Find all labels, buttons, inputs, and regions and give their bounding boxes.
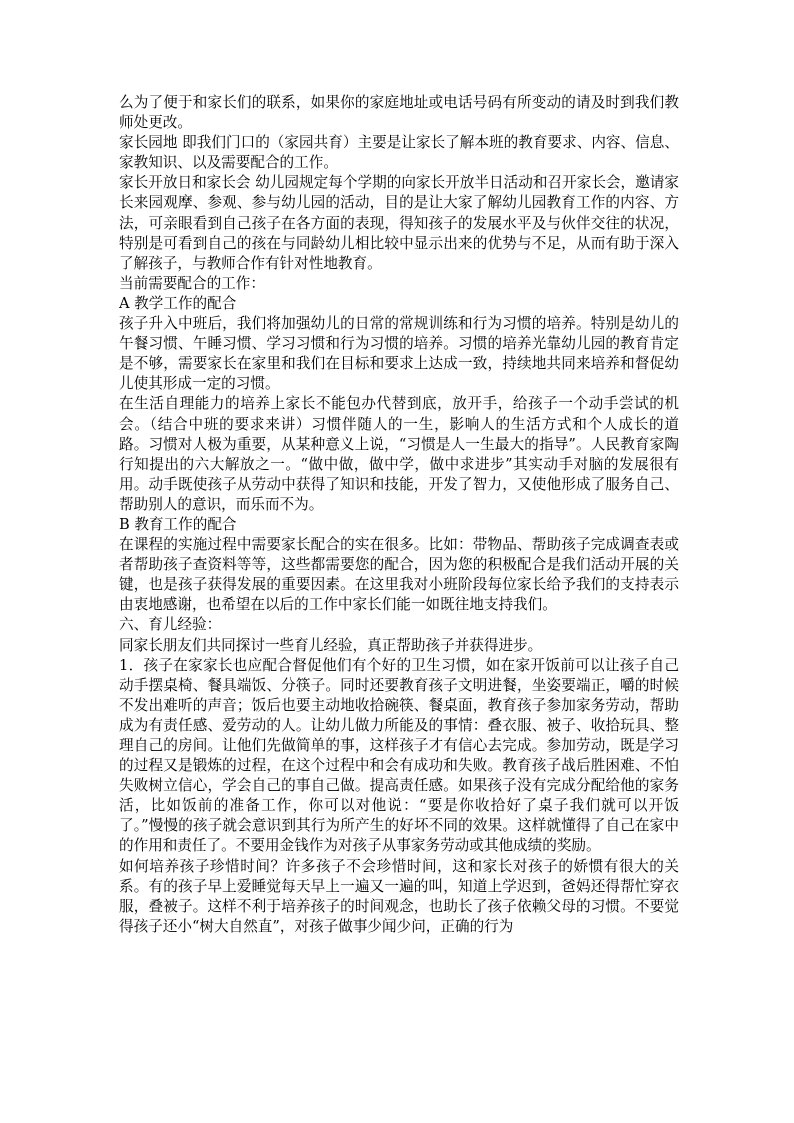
heading-current-cooperation: 当前需要配合的工作： — [119, 274, 265, 292]
paragraph-hygiene-housework: 1．孩子在家家长也应配合督促他们有个好的卫生习惯，如在家开饭前可以让孩子自己动手摆桌椅、餐具端饭、分筷子。同时还要教育孩子文明进餐，坐姿要端正，嚼的时候不发出难听的声音；饭后也要主动地收拾碗筷、餐桌面，教育孩子参加家务劳动，帮助成为有责任感、爱劳动的人。让幼儿做力所能及的事情：叠衣服、被子、收拾玩具、整理自己的房间。让他们先做简单的事，这样孩子才有信心去完成。参加劳动，既是学习的过程又是锻炼的过程，在这个过程中和会有成功和失败。教育孩子战后胜困难、不怕失败树立信心，学会自己的事自己做。提高责任感。如果孩子没有完成分配给他的家务活，比如饭前的准备工作，你可以对他说：“要是你收拾好了桌子我们就可以开饭了。”慢慢的孩子就会意识到其行为所产生的好坏不同的效果。这样就懂得了自己在家中的作用和责任了。不要用金钱作为对孩子从事家务劳动或其他成绩的奖励。 — [119, 656, 679, 855]
heading-teaching-cooperation: A 教学工作的配合 — [119, 294, 237, 312]
paragraph-parent-garden: 家长园地 即我们门口的（家园共育）主要是让家长了解本班的教育要求、内容、信息、家教知识、以及需要配合的工作。 — [119, 134, 679, 172]
paragraph-self-care: 在生活自理能力的培养上家长不能包办代替到底，放开手，给孩子一个动手尝试的机会。（结合中班的要求来讲）习惯伴随人的一生，影响人的生活方式和个人成长的道路。习惯对人极为重要，从某种意义上说，“习惯是人一生最大的指导”。人民教育家陶行知提出的六大解放之一。“做中做，做中学，做中求进步”其实动手对脑的发展很有用。动手既使孩子从劳动中获得了知识和技能，开发了智力，又使他形成了服务自己、帮助别人的意识，而乐而不为。 — [119, 395, 679, 513]
paragraph-open-day-meeting: 家长开放日和家长会 幼儿园规定每个学期的向家长开放半日活动和召开家长会，邀请家长来园观摩、参观、参与幼儿园的活动，目的是让大家了解幼儿园教育工作的内容、方法，可亲眼看到自己孩子在各方面的表现，得知孩子的发展水平及与伙伴交往的状况，特别是可看到自己的孩在与同龄幼儿相比较中显示出来的优势与不足，从而有助于深入了解孩子，与教师合作有针对性地教育。 — [119, 174, 679, 272]
heading-education-cooperation: B 教育工作的配合 — [119, 515, 237, 533]
paragraph-curriculum-support: 在课程的实施过程中需要家长配合的实在很多。比如：带物品、帮助孩子完成调查表或者帮助孩子查资料等等，这些都需要您的配合，因为您的积极配合是我们活动开展的关键，也是孩子获得发展的重要因素。在这里我对小班阶段每位家长给予我们的支持表示由衷地感谢，也希望在以后的工作中家长们能一如既往地支持我们。 — [119, 536, 679, 614]
paragraph-discussion-intro: 同家长朋友们共同探讨一些育儿经验，真正帮助孩子并获得进步。 — [119, 636, 543, 654]
paragraph-time-management: 如何培养孩子珍惜时间？许多孩子不会珍惜时间，这和家长对孩子的娇惯有很大的关系。有的孩子早上爱睡觉每天早上一遍又一遍的叫，知道上学迟到，爸妈还得帮忙穿衣服，叠被子。这样不利于培养孩子的时间观念，也助长了孩子依赖父母的习惯。不要觉得孩子还小“树大自然直”，对孩子做事少闻少问，正确的行为 — [119, 857, 679, 935]
document-page — [119, 93, 679, 937]
paragraph-habit-training: 孩子升入中班后，我们将加强幼儿的日常的常规训练和行为习惯的培养。特别是幼儿的午餐习惯、午睡习惯、学习习惯和行为习惯的培养。习惯的培养光靠幼儿园的教育肯定是不够，需要家长在家里和我们在目标和要求上达成一致，持续地共同来培养和督促幼儿使其形成一定的习惯。 — [119, 315, 679, 393]
heading-parenting-experience: 六、育儿经验： — [119, 616, 222, 634]
paragraph-contact-update: 么为了便于和家长们的联系，如果你的家庭地址或电话号码有所变动的请及时到我们教师处更改。 — [119, 94, 679, 132]
